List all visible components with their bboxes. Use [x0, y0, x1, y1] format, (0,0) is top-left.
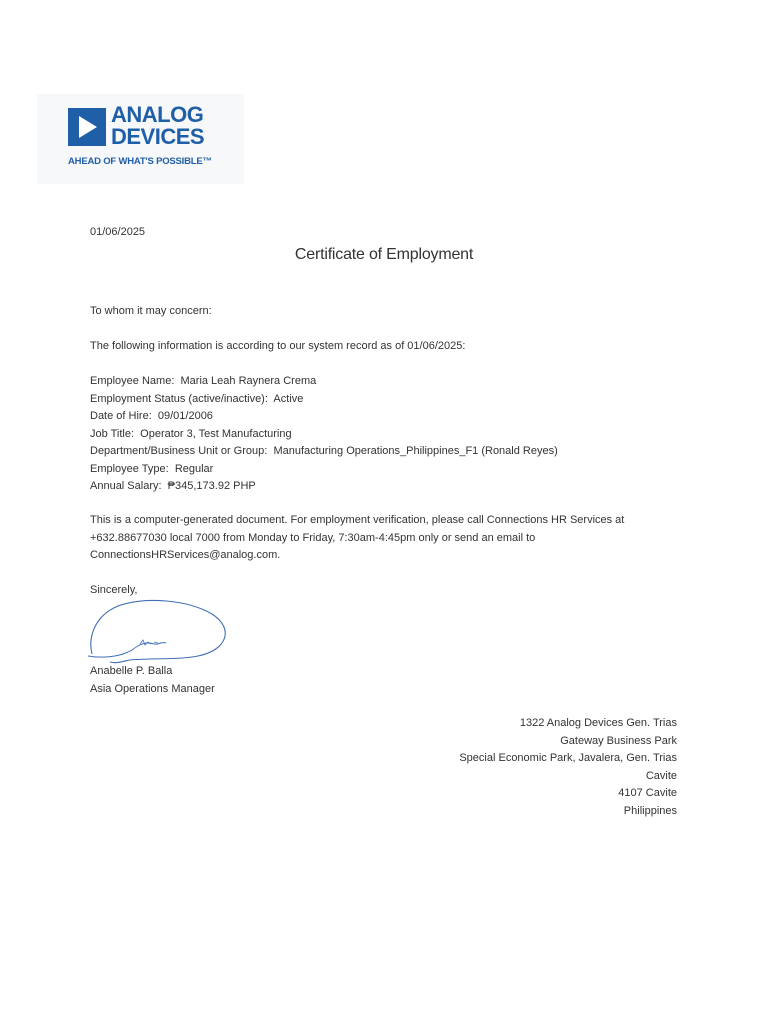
detail-row-department — [90, 443, 680, 461]
address-line: Special Economic Park, Javalera, Gen. Trias — [459, 752, 677, 764]
employee-details — [90, 373, 680, 496]
verification-notice — [90, 512, 680, 565]
logo-tagline: AHEAD OF WHAT'S POSSIBLE™ — [68, 156, 212, 167]
address-line: Philippines — [623, 804, 677, 817]
signatory-name: Anabelle P. Balla — [90, 665, 173, 677]
detail-label: Employee Type: — [90, 462, 169, 475]
detail-label: Date of Hire: — [90, 410, 152, 422]
detail-row-employee-name — [90, 373, 680, 391]
address-line: 4107 Cavite — [618, 787, 677, 799]
logo-triangle-icon — [68, 108, 106, 146]
notice-line: ConnectionsHRServices@analog.com. — [90, 549, 281, 561]
detail-row-date-of-hire — [90, 408, 680, 426]
signatory-block — [90, 663, 680, 698]
detail-value: Manufacturing Operations_Philippines_F1 (Ronald Reyes) — [273, 445, 558, 457]
detail-label: Employment Status (active/inactive): — [90, 392, 268, 405]
notice-line: This is a computer-generated document. For employment verification, please call Connections HR Services at — [90, 514, 625, 526]
detail-label: Annual Salary: — [90, 480, 162, 492]
detail-label: Department/Business Unit or Group: — [90, 445, 268, 457]
detail-label: Employee Name: — [90, 375, 175, 387]
detail-value: Operator 3, Test Manufacturing — [140, 427, 292, 440]
detail-value: 09/01/2006 — [157, 410, 213, 422]
address-line: 1322 Analog Devices Gen. Trias — [519, 717, 677, 729]
logo-word-analog: ANALOG — [111, 102, 204, 127]
detail-row-job-title — [90, 426, 680, 444]
address-line: Gateway Business Park — [560, 734, 677, 747]
greeting: To whom it may concern: — [90, 305, 212, 317]
company-logo — [37, 94, 244, 184]
address-line: Cavite — [645, 769, 677, 782]
letter-date: 01/06/2025 — [90, 226, 146, 238]
handwritten-signature — [88, 598, 230, 671]
detail-value: Active — [273, 392, 304, 405]
notice-line: +632.88677030 local 7000 from Monday to Friday, 7:30am-4:45pm only or send an email to — [90, 531, 536, 544]
signatory-title: Asia Operations Manager — [90, 682, 215, 695]
intro-text: The following information is according to our system record as of 01/06/2025: — [90, 340, 466, 352]
detail-value: Regular — [174, 462, 214, 475]
logo-word-devices: DEVICES — [111, 124, 205, 149]
detail-value: Maria Leah Raynera Crema — [180, 375, 317, 387]
detail-row-annual-salary — [90, 478, 680, 496]
letter-title: Certificate of Employment — [294, 246, 474, 263]
closing: Sincerely, — [90, 584, 138, 596]
detail-value: ₱345,173.92 PHP — [167, 480, 256, 492]
detail-row-employment-status — [90, 391, 680, 409]
company-address — [459, 715, 677, 820]
detail-label: Job Title: — [90, 427, 135, 440]
detail-row-employee-type — [90, 461, 680, 479]
